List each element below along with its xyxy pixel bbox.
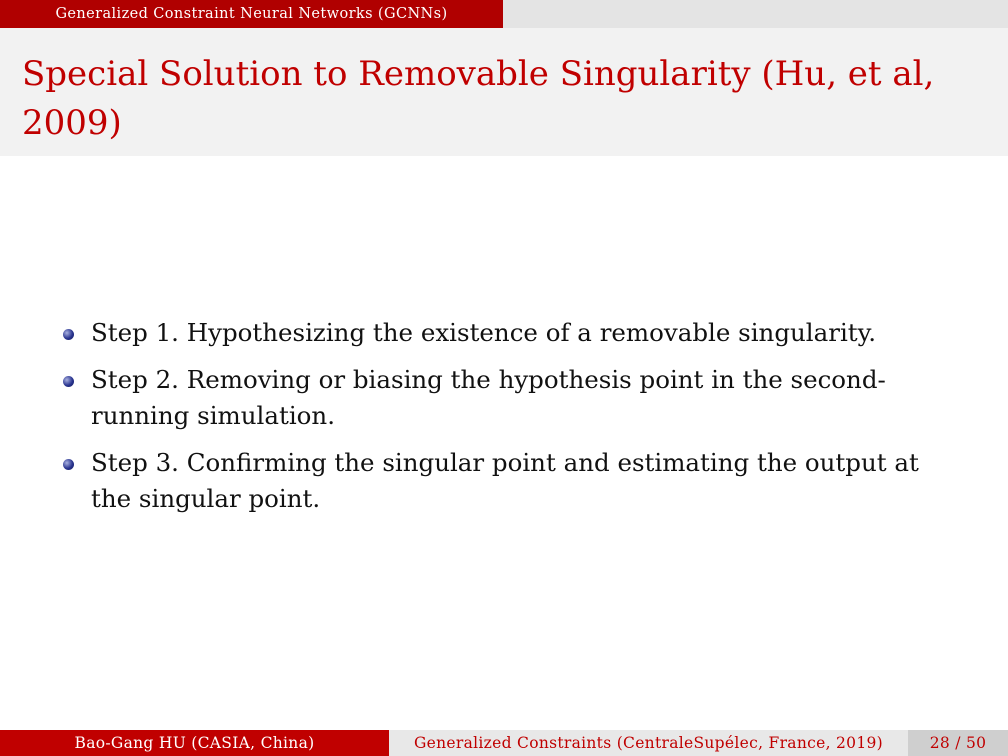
- footer-author: Bao-Gang HU (CASIA, China): [0, 730, 389, 756]
- bullet-step-1: [60, 315, 960, 351]
- bullet-ball-icon: [63, 459, 74, 470]
- slide-title: Special Solution to Removable Singularity (Hu, et al, 2009): [22, 54, 935, 143]
- footer-talk-title: Generalized Constraints (CentraleSupélec, France, 2019): [389, 730, 908, 756]
- bullet-text: Step 2. Removing or biasing the hypothesis point in the second-running simulation.: [91, 365, 886, 430]
- bullet-text: Step 3. Confirming the singular point and estimating the output at the singular point.: [91, 448, 919, 513]
- bullet-step-3: [60, 445, 960, 517]
- bullet-ball-icon: [63, 329, 74, 340]
- bullet-step-2: [60, 362, 960, 434]
- section-title: Generalized Constraint Neural Networks (GCNNs): [0, 0, 503, 28]
- footer-bar: [0, 730, 1008, 756]
- page-number: 28 / 50: [908, 730, 1008, 756]
- header-bar: [0, 0, 1008, 28]
- bullet-ball-icon: [63, 376, 74, 387]
- bullet-list: [60, 315, 960, 528]
- bullet-text: Step 1. Hypothesizing the existence of a removable singularity.: [91, 318, 877, 347]
